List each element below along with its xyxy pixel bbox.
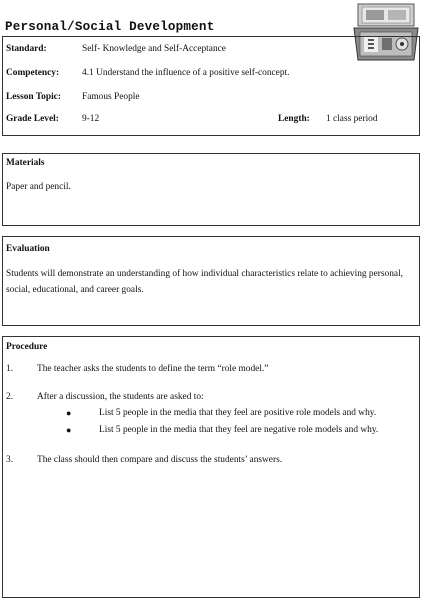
grade-level-value: 9-12 — [82, 114, 100, 124]
step-text: The class should then compare and discuss the students’ answers. — [37, 455, 283, 465]
competency-value: 4.1 Understand the influence of a positive self-concept. — [82, 68, 290, 78]
evaluation-text: Students will demonstrate an understanding of how individual characteristics relate to achieving personal, social, educational, and career goals. — [6, 269, 404, 295]
step-number: 2. — [6, 392, 14, 402]
bullet-text: List 5 people in the media that they feel are negative role models and why. — [99, 425, 379, 435]
step-number: 3. — [6, 455, 14, 465]
length-label: Length: — [278, 114, 310, 124]
standard-label: Standard: — [6, 44, 47, 54]
evaluation-heading: Evaluation — [6, 244, 50, 254]
step-text: After a discussion, the students are asked to: — [37, 392, 204, 402]
bullet-icon: ● — [66, 425, 72, 435]
evaluation-box — [2, 236, 420, 326]
materials-heading: Materials — [6, 158, 45, 168]
standard-value: Self- Knowledge and Self-Acceptance — [82, 44, 226, 54]
grade-level-label: Grade Level: — [6, 114, 59, 124]
step-text: The teacher asks the students to define the term “role model.” — [37, 364, 269, 374]
bullet-text: List 5 people in the media that they feel are positive role models and why. — [99, 408, 377, 418]
lesson-info-box — [2, 36, 420, 136]
materials-text: Paper and pencil. — [6, 182, 71, 192]
bullet-icon: ● — [66, 408, 72, 418]
competency-label: Competency: — [6, 68, 60, 78]
length-value: 1 class period — [326, 114, 378, 124]
document-title: Personal/Social Development — [5, 20, 215, 34]
step-number: 1. — [6, 364, 14, 374]
procedure-heading: Procedure — [6, 342, 48, 352]
lesson-topic-label: Lesson Topic: — [6, 92, 61, 102]
procedure-box — [2, 336, 420, 598]
lesson-topic-value: Famous People — [82, 92, 140, 102]
materials-box — [2, 153, 420, 226]
